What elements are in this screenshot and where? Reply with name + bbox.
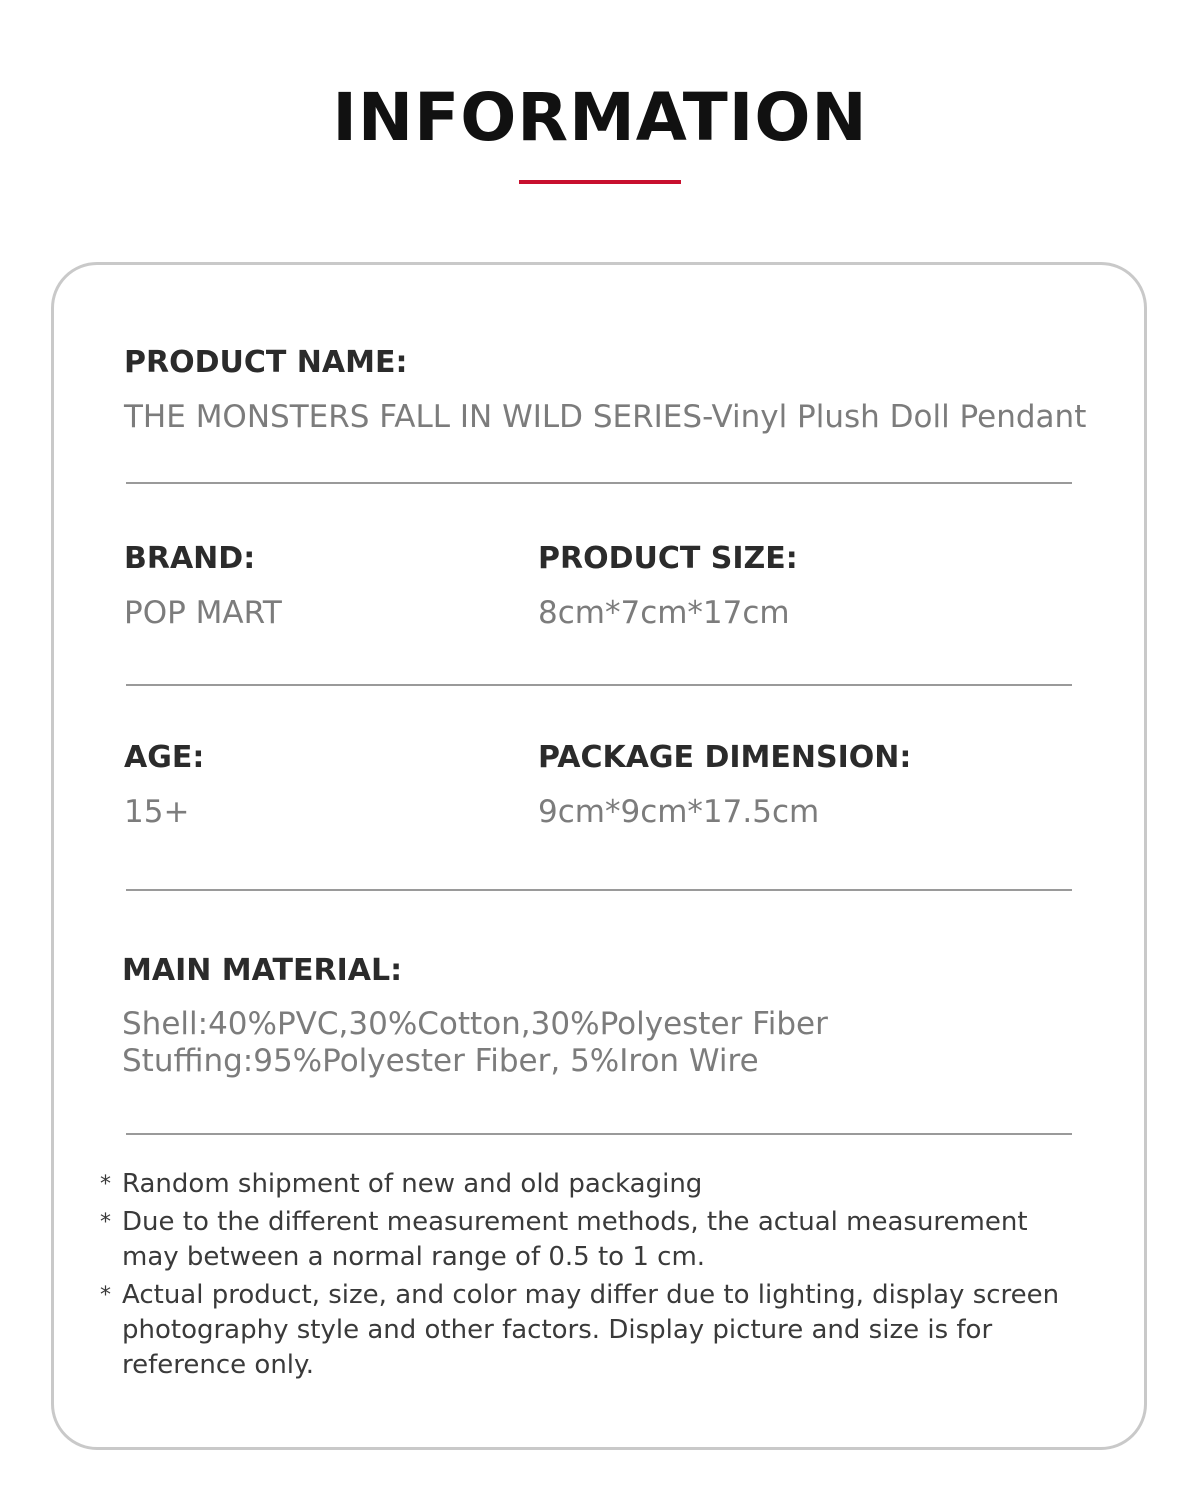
note-item — [100, 1278, 1080, 1383]
age-label: AGE: — [124, 740, 205, 775]
product-name-label: PRODUCT NAME: — [124, 345, 408, 380]
page-title: INFORMATION — [332, 79, 868, 156]
divider — [126, 684, 1072, 686]
product-name-value: THE MONSTERS FALL IN WILD SERIES-Vinyl Plush Doll Pendant — [124, 399, 1087, 435]
asterisk-icon: * — [100, 1172, 111, 1197]
main-material-label: MAIN MATERIAL: — [122, 953, 403, 988]
note-text: Due to the different measurement methods, the actual measurement may between a normal range of 0.5 to 1 cm. — [122, 1207, 1028, 1272]
main-material-line-stuffing: Stuffing:95%Polyester Fiber, 5%Iron Wire — [122, 1043, 759, 1079]
asterisk-icon: * — [100, 1283, 111, 1308]
note-item — [100, 1167, 1080, 1202]
divider — [126, 889, 1072, 891]
title-underline — [519, 180, 681, 184]
note-item — [100, 1205, 1080, 1275]
divider — [126, 1133, 1072, 1135]
brand-value: POP MART — [124, 595, 282, 631]
package-dimension-label: PACKAGE DIMENSION: — [538, 740, 912, 775]
package-dimension-value: 9cm*9cm*17.5cm — [538, 794, 820, 830]
product-size-label: PRODUCT SIZE: — [538, 541, 798, 576]
product-size-value: 8cm*7cm*17cm — [538, 595, 790, 631]
asterisk-icon: * — [100, 1210, 111, 1235]
note-text: Actual product, size, and color may differ due to lighting, display screen photography style and other factors. Display picture and size is for reference only. — [122, 1280, 1060, 1380]
brand-label: BRAND: — [124, 541, 256, 576]
note-text: Random shipment of new and old packaging — [122, 1169, 703, 1199]
age-value: 15+ — [124, 794, 190, 830]
divider — [126, 482, 1072, 484]
notes-list — [100, 1167, 1080, 1386]
main-material-line-shell: Shell:40%PVC,30%Cotton,30%Polyester Fiber — [122, 1006, 828, 1042]
